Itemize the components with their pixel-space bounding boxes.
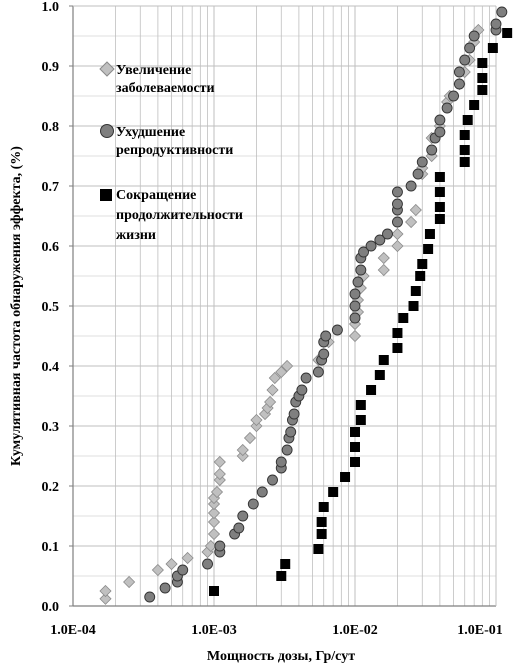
data-point-square xyxy=(417,259,427,269)
data-point-square xyxy=(411,286,421,296)
data-point-circle xyxy=(321,331,331,341)
data-point-circle xyxy=(332,325,342,335)
legend-label-line1: Увеличение xyxy=(116,63,192,78)
data-point-square xyxy=(319,502,329,512)
data-point-diamond xyxy=(214,457,225,468)
x-tick-label: 1.0E-01 xyxy=(457,623,503,638)
data-point-circle xyxy=(257,487,267,497)
data-point-diamond xyxy=(100,586,111,597)
data-point-square xyxy=(340,472,350,482)
data-point-square xyxy=(460,145,470,155)
data-point-square xyxy=(356,415,366,425)
data-point-diamond xyxy=(392,241,403,252)
data-point-diamond xyxy=(182,553,193,564)
data-point-circle xyxy=(160,583,170,593)
data-point-square xyxy=(477,73,487,83)
y-tick-label: 0.6 xyxy=(41,240,59,255)
data-point-circle xyxy=(435,127,445,137)
data-point-circle xyxy=(454,67,464,77)
data-point-circle xyxy=(465,43,475,53)
data-point-square xyxy=(398,313,408,323)
data-point-circle xyxy=(203,559,213,569)
data-point-circle xyxy=(350,301,360,311)
data-point-square xyxy=(502,28,512,38)
data-point-square xyxy=(423,244,433,254)
data-point-square xyxy=(392,328,402,338)
x-tick-labels xyxy=(50,623,503,638)
y-tick-label: 0.7 xyxy=(41,180,59,195)
y-tick-label: 1.0 xyxy=(41,0,59,15)
legend-label-line1: Ухудшение xyxy=(116,125,186,140)
data-point-circle xyxy=(469,31,479,41)
data-point-square xyxy=(435,172,445,182)
data-point-square xyxy=(435,214,445,224)
data-point-circle xyxy=(392,187,402,197)
data-point-diamond xyxy=(124,577,135,588)
data-point-diamond xyxy=(244,433,255,444)
data-point-diamond xyxy=(350,331,361,342)
data-point-circle xyxy=(382,229,392,239)
data-point-circle xyxy=(301,373,311,383)
data-point-square xyxy=(313,544,323,554)
data-point-diamond xyxy=(267,385,278,396)
data-point-circle xyxy=(248,499,258,509)
data-point-circle xyxy=(392,217,402,227)
data-point-square xyxy=(350,427,360,437)
data-point-square xyxy=(415,271,425,281)
data-point-square xyxy=(328,487,338,497)
y-tick-labels xyxy=(42,0,60,615)
legend-marker-diamond xyxy=(100,62,114,76)
data-point-square xyxy=(350,442,360,452)
data-point-square xyxy=(379,355,389,365)
x-tick-label: 1.0E-02 xyxy=(332,623,378,638)
data-point-circle xyxy=(356,265,366,275)
data-point-circle xyxy=(435,115,445,125)
data-point-circle xyxy=(442,103,452,113)
data-point-diamond xyxy=(209,529,220,540)
data-point-circle xyxy=(491,19,501,29)
y-tick-label: 0.0 xyxy=(41,600,59,615)
legend xyxy=(100,62,243,243)
data-point-circle xyxy=(286,427,296,437)
data-point-square xyxy=(356,400,366,410)
y-tick-label: 0.5 xyxy=(41,300,59,315)
x-tick-label: 1.0E-04 xyxy=(50,623,96,638)
legend-label-line1: Сокращение xyxy=(116,188,197,203)
data-point-square xyxy=(477,58,487,68)
y-tick-label: 0.1 xyxy=(41,540,59,555)
data-point-square xyxy=(460,157,470,167)
legend-marker-square xyxy=(100,189,112,201)
data-point-circle xyxy=(234,523,244,533)
data-point-circle xyxy=(268,475,278,485)
data-point-square xyxy=(317,529,327,539)
data-point-diamond xyxy=(406,217,417,228)
data-point-square xyxy=(435,187,445,197)
x-axis-label: Мощность дозы, Гр/сут xyxy=(206,649,356,664)
data-point-square xyxy=(276,571,286,581)
data-point-square xyxy=(469,100,479,110)
y-axis-label: Кумулятивная частота обнаружения эффекта, (%) xyxy=(9,146,24,466)
grid xyxy=(73,6,496,606)
legend-item-reproduction xyxy=(101,125,234,159)
data-point-circle xyxy=(427,145,437,155)
data-point-circle xyxy=(413,169,423,179)
legend-label-line2: продолжительности xyxy=(116,208,243,223)
data-point-diamond xyxy=(152,565,163,576)
legend-label-line2: репродуктивности xyxy=(116,143,234,158)
data-point-circle xyxy=(417,157,427,167)
data-point-circle xyxy=(282,445,292,455)
data-point-circle xyxy=(350,289,360,299)
data-point-square xyxy=(425,229,435,239)
data-point-square xyxy=(460,130,470,140)
y-tick-label: 0.9 xyxy=(41,60,59,75)
data-point-square xyxy=(463,115,473,125)
data-point-diamond xyxy=(378,253,389,264)
data-point-square xyxy=(209,586,219,596)
data-point-circle xyxy=(289,409,299,419)
x-tick-label: 1.0E-03 xyxy=(191,623,237,638)
data-point-circle xyxy=(460,55,470,65)
data-point-circle xyxy=(350,313,360,323)
data-point-square xyxy=(317,517,327,527)
data-point-circle xyxy=(454,79,464,89)
data-point-square xyxy=(477,85,487,95)
data-point-square xyxy=(488,43,498,53)
data-point-diamond xyxy=(378,265,389,276)
data-point-square xyxy=(375,370,385,380)
data-point-diamond xyxy=(392,229,403,240)
data-point-square xyxy=(409,301,419,311)
data-point-circle xyxy=(178,565,188,575)
data-point-circle xyxy=(238,511,248,521)
data-point-circle xyxy=(313,367,323,377)
data-point-square xyxy=(280,559,290,569)
data-point-circle xyxy=(392,199,402,209)
data-point-diamond xyxy=(410,205,421,216)
y-tick-label: 0.8 xyxy=(41,120,59,135)
data-point-circle xyxy=(297,385,307,395)
data-point-circle xyxy=(366,241,376,251)
y-tick-label: 0.4 xyxy=(41,360,59,375)
data-point-circle xyxy=(353,277,363,287)
legend-label-line2: заболеваемости xyxy=(116,81,215,96)
data-point-square xyxy=(366,385,376,395)
legend-marker-circle xyxy=(101,125,114,138)
data-point-square xyxy=(392,343,402,353)
data-point-circle xyxy=(497,7,507,17)
data-point-square xyxy=(435,202,445,212)
data-point-square xyxy=(350,457,360,467)
data-point-circle xyxy=(406,181,416,191)
y-tick-label: 0.3 xyxy=(41,420,59,435)
legend-label-line3: жизни xyxy=(116,228,156,243)
data-point-circle xyxy=(449,91,459,101)
y-tick-label: 0.2 xyxy=(41,480,59,495)
data-point-circle xyxy=(215,541,225,551)
data-point-circle xyxy=(319,349,329,359)
legend-item-incidence xyxy=(100,62,215,96)
data-point-circle xyxy=(276,457,286,467)
data-point-diamond xyxy=(166,559,177,570)
data-point-circle xyxy=(145,592,155,602)
